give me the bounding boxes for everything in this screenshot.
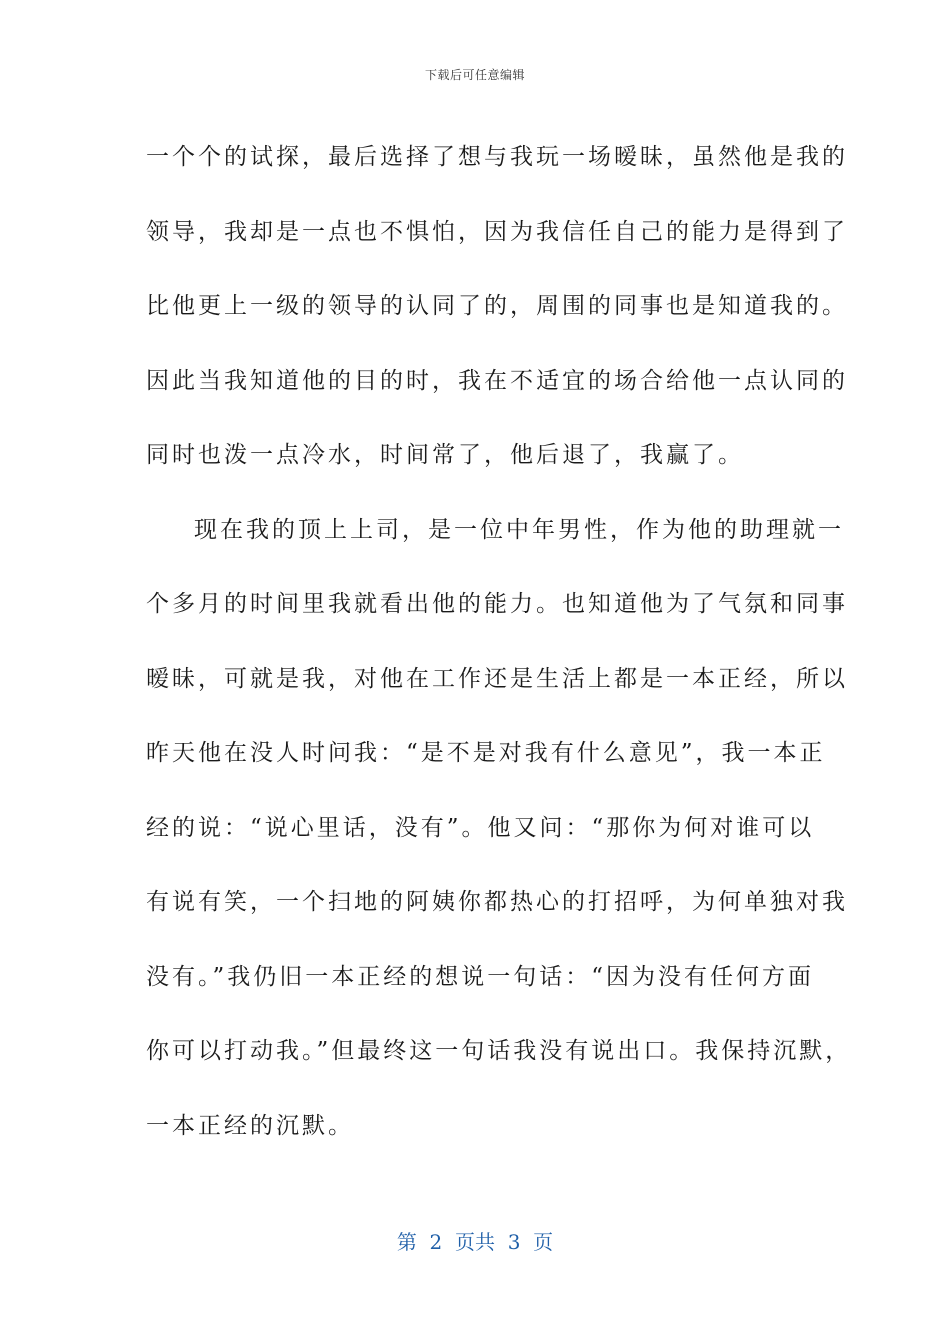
text-line: 经的说：“说心里话，没有”。他又问：“那你为何对谁可以 xyxy=(146,814,815,841)
text-line: 有说有笑，一个扫地的阿姨你都热心的打招呼，为何单独对我 xyxy=(146,889,848,915)
paragraph-start-line: 现在我的顶上上司，是一位中年男性，作为他的助理就一 xyxy=(194,516,844,543)
page-header-note: 下载后可任意编辑 xyxy=(424,68,525,82)
text-line: 你可以打动我。”但最终这一句话我没有说出口。我保持沉默， xyxy=(146,1038,852,1064)
text-line: 比他更上一级的领导的认同了的，周围的同事也是知道我的。 xyxy=(146,293,848,319)
text-line: 个多月的时间里我就看出他的能力。也知道他为了气氛和同事 xyxy=(146,591,848,617)
text-line: 昨天他在没人时问我：“是不是对我有什么意见”，我一本正 xyxy=(146,740,826,766)
text-line: 同时也泼一点冷水，时间常了，他后退了，我赢了。 xyxy=(146,442,744,468)
text-line: 因此当我知道他的目的时，我在不适宜的场合给他一点认同的 xyxy=(146,367,848,394)
text-line: 暧昧，可就是我，对他在工作还是生活上都是一本正经，所以 xyxy=(146,665,848,692)
text-line: 领导，我却是一点也不惧怕，因为我信任自己的能力是得到了 xyxy=(146,218,848,245)
text-line: 没有。”我仍旧一本正经的想说一句话：“因为没有任何方面 xyxy=(146,963,815,990)
page-number-footer: 第 2 页共 3 页 xyxy=(396,1230,554,1254)
text-line: 一个个的试探，最后选择了想与我玩一场暧昧，虽然他是我的 xyxy=(146,144,848,170)
text-line: 一本正经的沉默。 xyxy=(146,1112,354,1139)
document-body xyxy=(146,120,852,1163)
